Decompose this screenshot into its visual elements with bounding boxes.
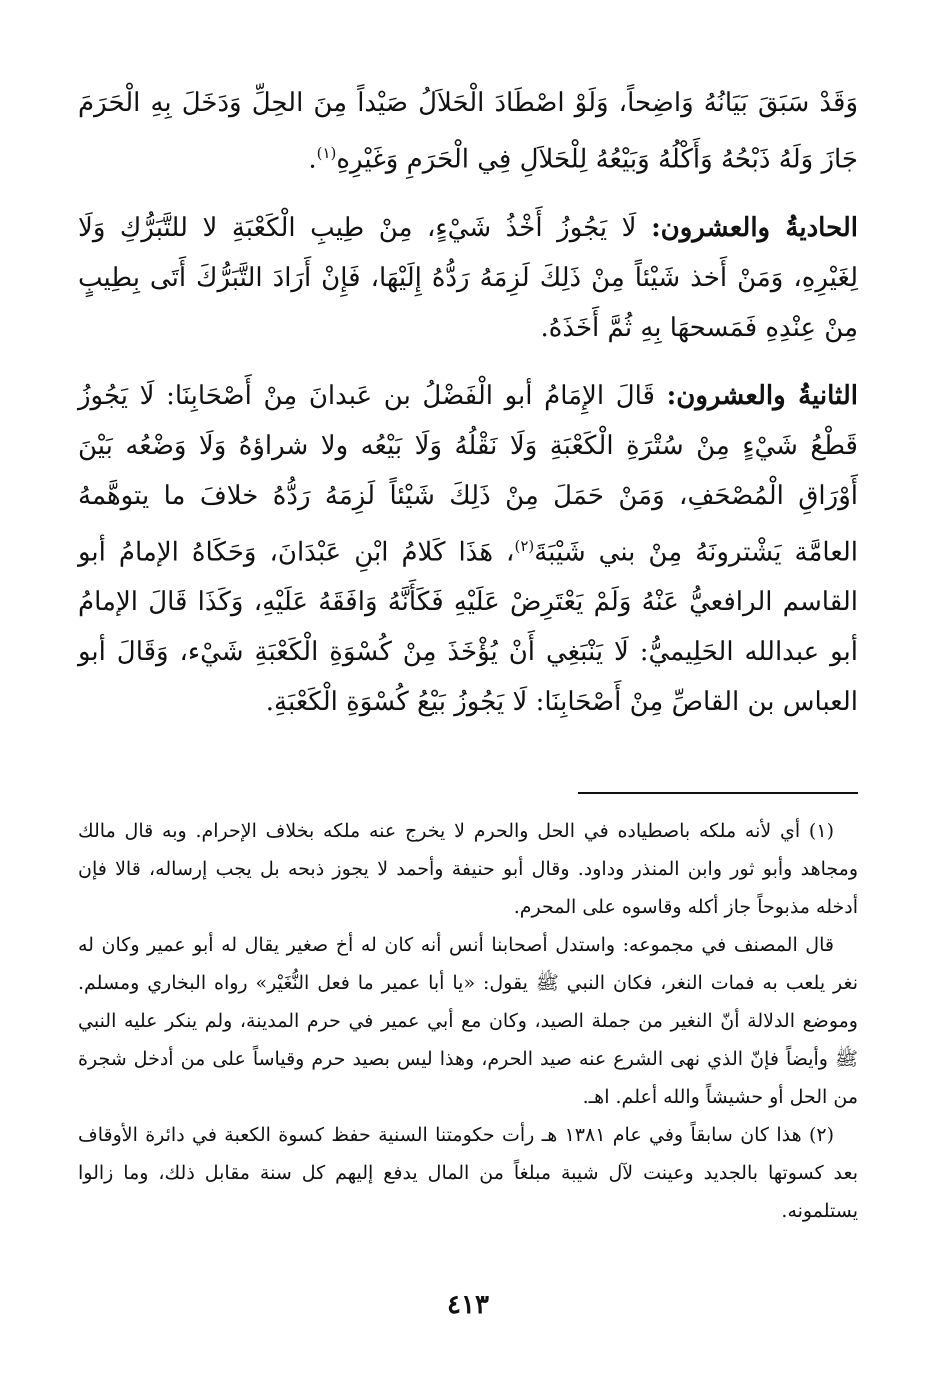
paragraph-1	[78, 78, 858, 185]
footnote-ref-2: (٢)	[514, 536, 535, 555]
page-number: ٤١٣	[447, 1290, 489, 1320]
paragraph-22	[78, 371, 858, 728]
footnote-ref-1: (١)	[316, 144, 337, 162]
paragraph-22-text-a: قَالَ الإِمَامُ أبو الْفَضْلُ بن عَبدانَ مِنْ أَصْحَابِنَا: لَا يَجُوزُ قَطْعُ شَيْءٍ مِنْ سُتْرَةِ الْكَعْبَةِ وَلَا نَقْلُهُ وَلَا بَيْعُه ولا شراؤهُ وَلَا وَضْعُه بَيْنَ أَوْرَاقِ الْمُصْحَفِ، وَمَنْ حَمَلَ مِنْ ذَلِكَ شَيْئاً لَزِمَهُ رَدُّهُ خلافَ ما يتوهَّمهُ العامَّة يَشْترونَهُ مِنْ بني شَيْبَةَ	[78, 380, 859, 568]
paragraph-1-end: .	[308, 144, 317, 175]
paragraph-21	[78, 203, 858, 353]
paragraph-22-text-b: ، هَذَا كَلامُ ابْنِ عَبْدَانَ، وَحَكَاهُ الإمامُ أبو القاسم الرافعيُّ عَنْهُ وَلَمْ يَعْتَرِضْ عَلَيْهِ فَكَأَنَّهُ وَافَقَهُ عَلَيْهِ، وَكَذَا قَالَ الإمامُ أبو عبدالله الحَلِيميُّ: لَا يَنْبَغِي أَنْ يُؤْخَذَ مِنْ كُسْوَةِ الْكَعْبَةِ شَيْء، وَقَالَ أبو العباس بن القاصِّ مِنْ أَصْحَابِنَا: لَا يَجُوزُ بَيْعُ كُسْوَةِ الْكَعْبَةِ.	[78, 537, 858, 718]
footnote-divider	[578, 792, 858, 794]
main-text	[78, 78, 858, 745]
section-heading-22: الثانيةُ والعشرون:	[666, 380, 859, 411]
paragraph-21-text: لَا يَجُوزُ أَخْذُ شَيْءٍ، مِنْ طِيبِ الْكَعْبَةِ لا للتَّبَرُّكِ وَلَا لِغَيْرِهِ، وَمَنْ أَخذ شَيْئاً مِنْ ذَلِكَ لَزِمَهُ رَدُّهُ إِلَيْهَا، فَإِنْ أَرَادَ التَّبَرُّكَ أَتَى بِطِيبٍ مِنْ عِنْدِهِ فَمَسحهَا بِهِ ثُمَّ أَخَذَهُ.	[78, 212, 858, 343]
paragraph-1-text: وَقَدْ سَبَقَ بَيَانُهُ وَاضِحاً، وَلَوْ اصْطَادَ الْحَلاَلُ صَيْداً مِنَ الحِلِّ وَدَخَلَ بِهِ الْحَرَمَ جَازَ وَلَهُ ذَبْحُهُ وَأَكْلُهُ وَبَيْعُهُ لِلْحَلاَلِ فِي الْحَرَمِ وَغَيْرِهِ	[78, 88, 858, 175]
section-heading-21: الحاديةُ والعشرون:	[651, 212, 859, 243]
footnotes	[78, 812, 858, 1230]
footnote-1-continuation: قال المصنف في مجموعه: واستدل أصحابنا أنس أنه كان له أخ صغير يقال له أبو عمير وكان له نغر يلعب به فمات النغر، فكان النبي ﷺ يقول: «يا أبا عمير ما فعل النُّغَيْر» رواه البخاري ومسلم. وموضع الدلالة أنّ النغير من جملة الصيد، وكان مع أبي عمير في حرم المدينة، ولم ينكر عليه النبي ﷺ وأيضاً فإنّ الذي نهى الشرع عنه صيد الحرم، وهذا ليس بصيد حرم وقياساً على من أدخل شجرة من الحل أو حشيشاً والله أعلم. اهـ.	[78, 934, 858, 1108]
footnote-2: (٢) هذا كان سابقاً وفي عام ١٣٨١ هـ رأت حكومتنا السنية حفظ كسوة الكعبة في دائرة الأوقاف بعد كسوتها بالجديد وعينت لآل شيبة مبلغاً من المال يدفع إليهم كل سنة مقابل ذلك، وما زالوا يستلمونه.	[78, 1124, 858, 1222]
footnote-1: (١) أي لأنه ملكه باصطياده في الحل والحرم لا يخرج عنه ملكه بخلاف الإحرام. وبه قال مالك ومجاهد وأبو ثور وابن المنذر وداود. وقال أبو حنيفة وأحمد لا يجوز ذبحه بل يجب إرساله، قالا فإن أدخله مذبوحاً جاز أكله وقاسوه على المحرم.	[78, 820, 858, 918]
